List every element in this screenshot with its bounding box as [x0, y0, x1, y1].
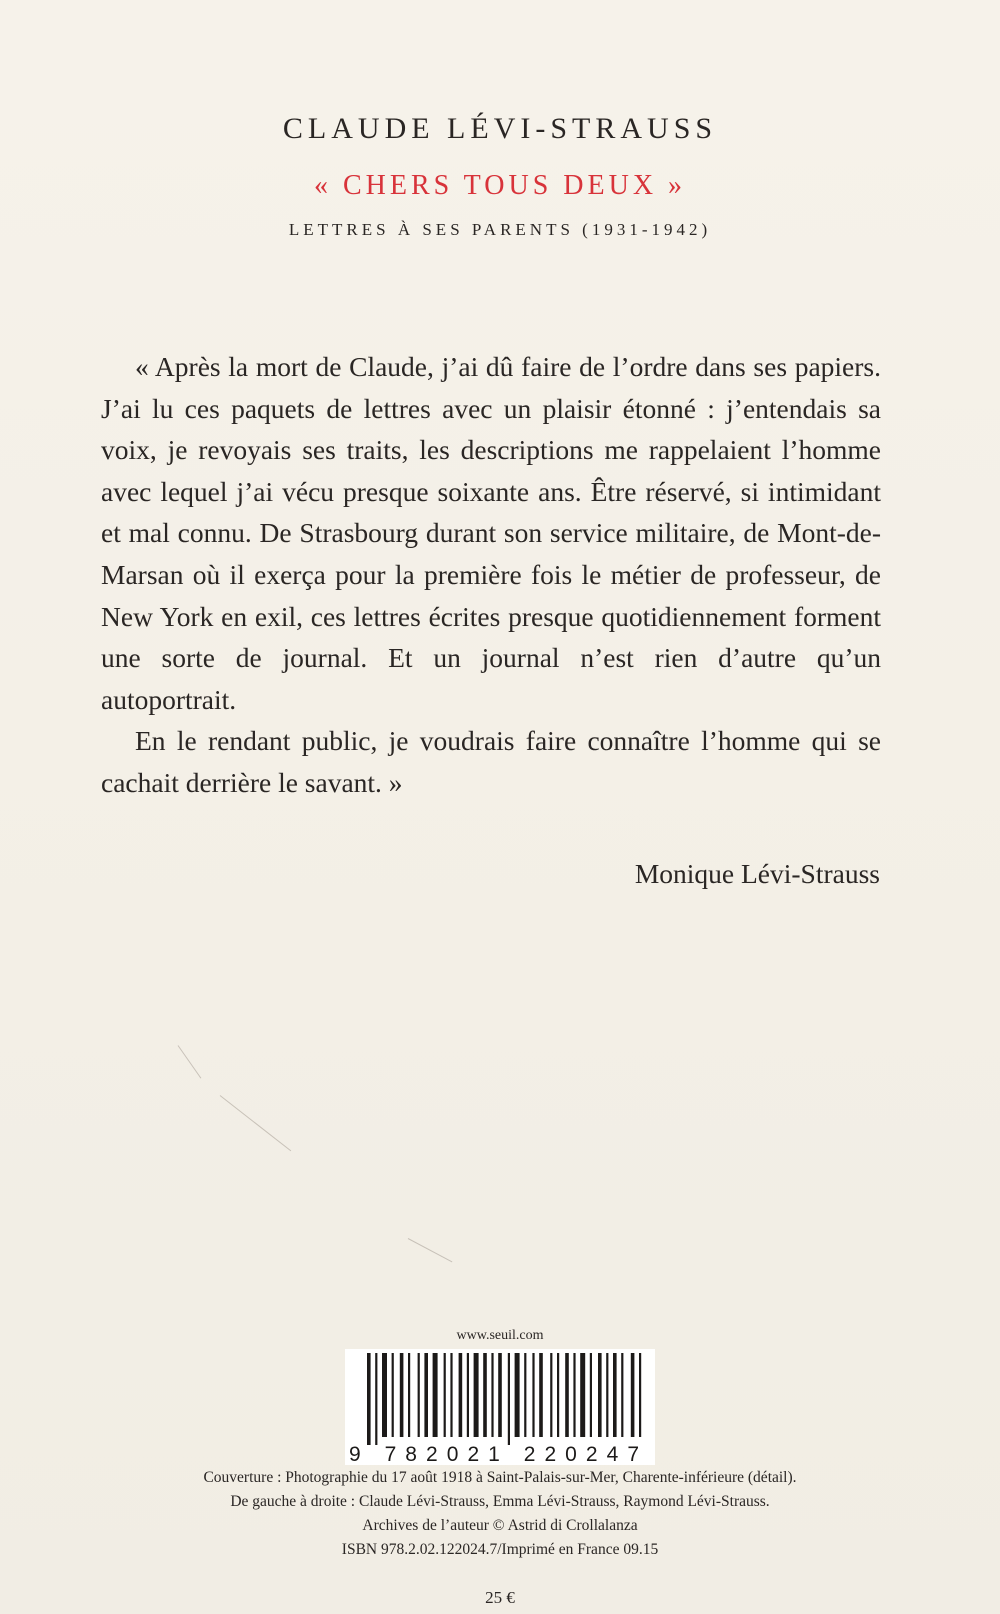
barcode-bar — [631, 1353, 635, 1437]
credit-line-people: De gauche à droite : Claude Lévi-Strauss, Emma Lévi-Strauss, Raymond Lévi-Strauss. — [230, 1493, 770, 1510]
barcode-bar — [459, 1353, 463, 1437]
quote-signature: Monique Lévi-Strauss — [634, 858, 880, 889]
publisher-website: www.seuil.com — [456, 1328, 544, 1343]
blurb-quote — [101, 346, 881, 804]
barcode-bar — [532, 1353, 534, 1437]
isbn-line: ISBN 978.2.02.122024.7/Imprimé en France 09.15 — [341, 1541, 659, 1558]
barcode-bar — [550, 1353, 552, 1437]
paper-scuff — [178, 1045, 202, 1078]
barcode-bar — [392, 1353, 394, 1437]
barcode-bar — [467, 1353, 469, 1437]
barcode-bar — [639, 1353, 641, 1437]
barcode-bar — [450, 1353, 452, 1437]
barcode-bar — [483, 1353, 487, 1437]
barcode-bar — [367, 1353, 371, 1445]
credit-line-cover: Couverture : Photographie du 17 août 1918 à Saint-Palais-sur-Mer, Charente-inférieure (détail). — [203, 1469, 797, 1486]
barcode-bar — [590, 1353, 592, 1437]
cover-credits — [0, 1466, 1000, 1562]
book-title: « CHERS TOUS DEUX » — [313, 170, 687, 201]
barcode-graphic — [345, 1349, 655, 1465]
quote-paragraph-2: En le rendant public, je voudrais faire connaître l’homme qui se cachait derrière le savant. » — [101, 725, 881, 798]
barcode-bar — [418, 1353, 420, 1437]
barcode-bar — [375, 1353, 377, 1445]
barcode-bar — [557, 1353, 559, 1437]
barcode-bar — [515, 1353, 520, 1437]
quote-paragraph-1: « Après la mort de Claude, j’ai dû faire de l’ordre dans ses papiers. J’ai lu ces paquets de lettres avec un plaisir étonné : j’entendais sa voix, je revoyais ses traits, les descriptions me rappelaient l’homme avec lequel j’ai vécu presque soixante ans. Être réservé, si intimidant et mal connu. De Strasbourg durant son service militaire, de Mont-de-Marsan où il exerça pour la première fois le métier de professeur, de New York en exil, ces lettres écrites presque quotidiennement forment une sorte de journal. Et un journal n’est rien d’autre qu’un autoportrait. — [101, 351, 881, 715]
barcode-bar — [539, 1353, 543, 1437]
barcode-bar — [524, 1353, 526, 1437]
barcode-bar — [474, 1353, 479, 1437]
barcode-bar — [508, 1353, 510, 1445]
paper-scuff — [408, 1238, 453, 1262]
author-name: CLAUDE LÉVI-STRAUSS — [282, 112, 718, 145]
barcode-bar — [613, 1353, 617, 1437]
barcode-bar — [580, 1353, 585, 1437]
barcode-bar — [573, 1353, 575, 1437]
barcode-bar — [424, 1353, 428, 1437]
barcode-bar — [408, 1353, 410, 1437]
price-label: 25 € — [485, 1588, 515, 1607]
barcode-bar — [444, 1353, 446, 1437]
book-subtitle: LETTRES À SES PARENTS (1931-1942) — [288, 220, 712, 239]
paper-scuff — [220, 1095, 292, 1151]
barcode-bar — [382, 1353, 387, 1437]
barcode-bar — [400, 1353, 404, 1437]
barcode-bar — [565, 1353, 569, 1437]
barcode-bar — [598, 1353, 602, 1437]
barcode-bar — [621, 1353, 623, 1437]
barcode-bar — [498, 1353, 502, 1437]
barcode-bar — [433, 1353, 438, 1437]
barcode-bar — [606, 1353, 608, 1437]
barcode-number: 9 782021 220247 — [349, 1443, 639, 1465]
isbn-barcode — [345, 1349, 655, 1465]
credit-line-archives: Archives de l’auteur © Astrid di Crollalanza — [362, 1517, 638, 1534]
barcode-bar — [491, 1353, 493, 1437]
